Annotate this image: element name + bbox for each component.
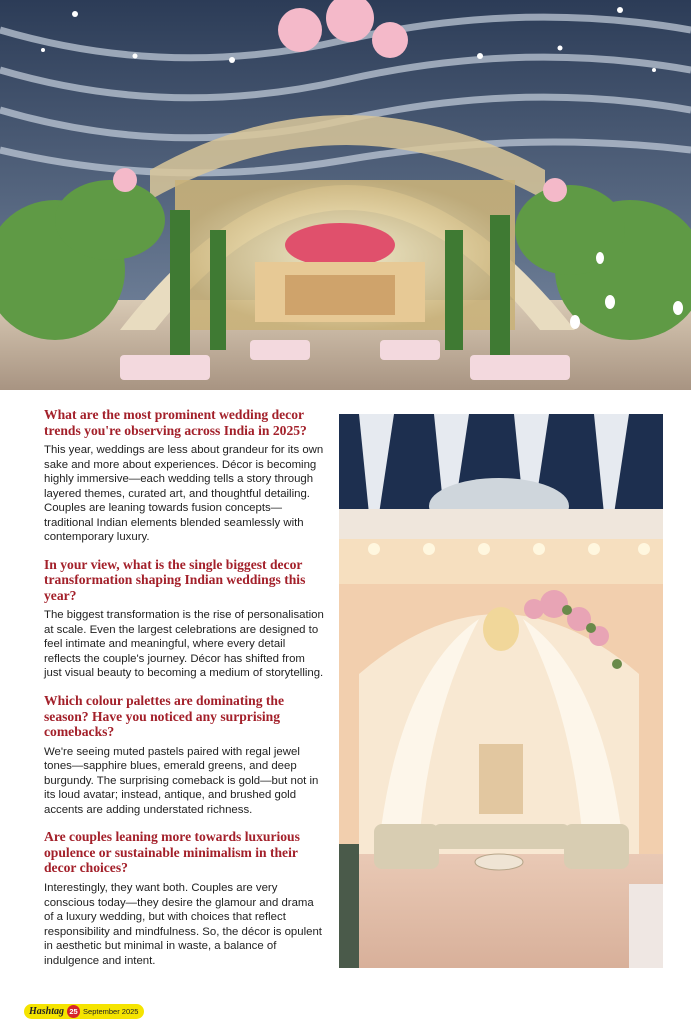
hero-photo [0,0,691,390]
answer-paragraph: We're seeing muted pastels paired with regal jewel tones—sapphire blues, emerald greens, and deep burgundy. The surprising comeback is gold—but not in its loud avatar; instead, antique, and brushed gold accents are adding understated richness. [44,745,319,816]
question-heading: In your view, what is the single biggest decor transformation shaping Indian weddings this year? [44,556,306,603]
page-footer [24,1004,144,1019]
qa-block-2 [44,557,324,681]
lounge-photo [339,414,663,968]
answer-paragraph: The biggest transformation is the rise of personalisation at scale. Even the largest celebrations are designed to feel intimate and meaningful, where every detail reflects the couple's journey. Décor has shifted from just visual beauty to becoming a medium of storytelling. [44,609,324,680]
issue-date: September 2025 [83,1007,139,1016]
question-heading: Are couples leaning more towards luxurious opulence or sustainable minimalism in their decor choices? [44,829,300,876]
question-heading: Which colour palettes are dominating the season? Have you noticed any surprising comebacks? [44,692,285,740]
pavilion-lounge-illustration [339,414,663,968]
answer-paragraph: Interestingly, they want both. Couples are very conscious today—they desire the glamour and drama of a luxury wedding, but with choices that reflect responsibility and mindfulness. So, the décor is opulent in aesthetic but minimal in waste, a balance of indulgence and intent. [44,882,322,967]
qa-block-4 [44,829,324,968]
qa-block-3 [44,693,324,817]
question-heading: What are the most prominent wedding decor trends you're observing across India in 2025? [44,407,307,438]
magazine-logo: Hashtag [29,1006,65,1017]
page-number-badge: 25 [67,1005,80,1018]
venue-canopy-illustration [0,0,691,390]
answer-paragraph: This year, weddings are less about grandeur for its own sake and more about experiences. Décor is becoming highly immersive—each wedding tells a story through layered themes, curated art, and thoughtful detailing. Couples are leaning towards fusion concepts—traditional Indian elements blended seamlessly with contemporary luxury. [44,444,324,544]
qa-block-1 [44,407,324,545]
qa-column [44,407,324,980]
